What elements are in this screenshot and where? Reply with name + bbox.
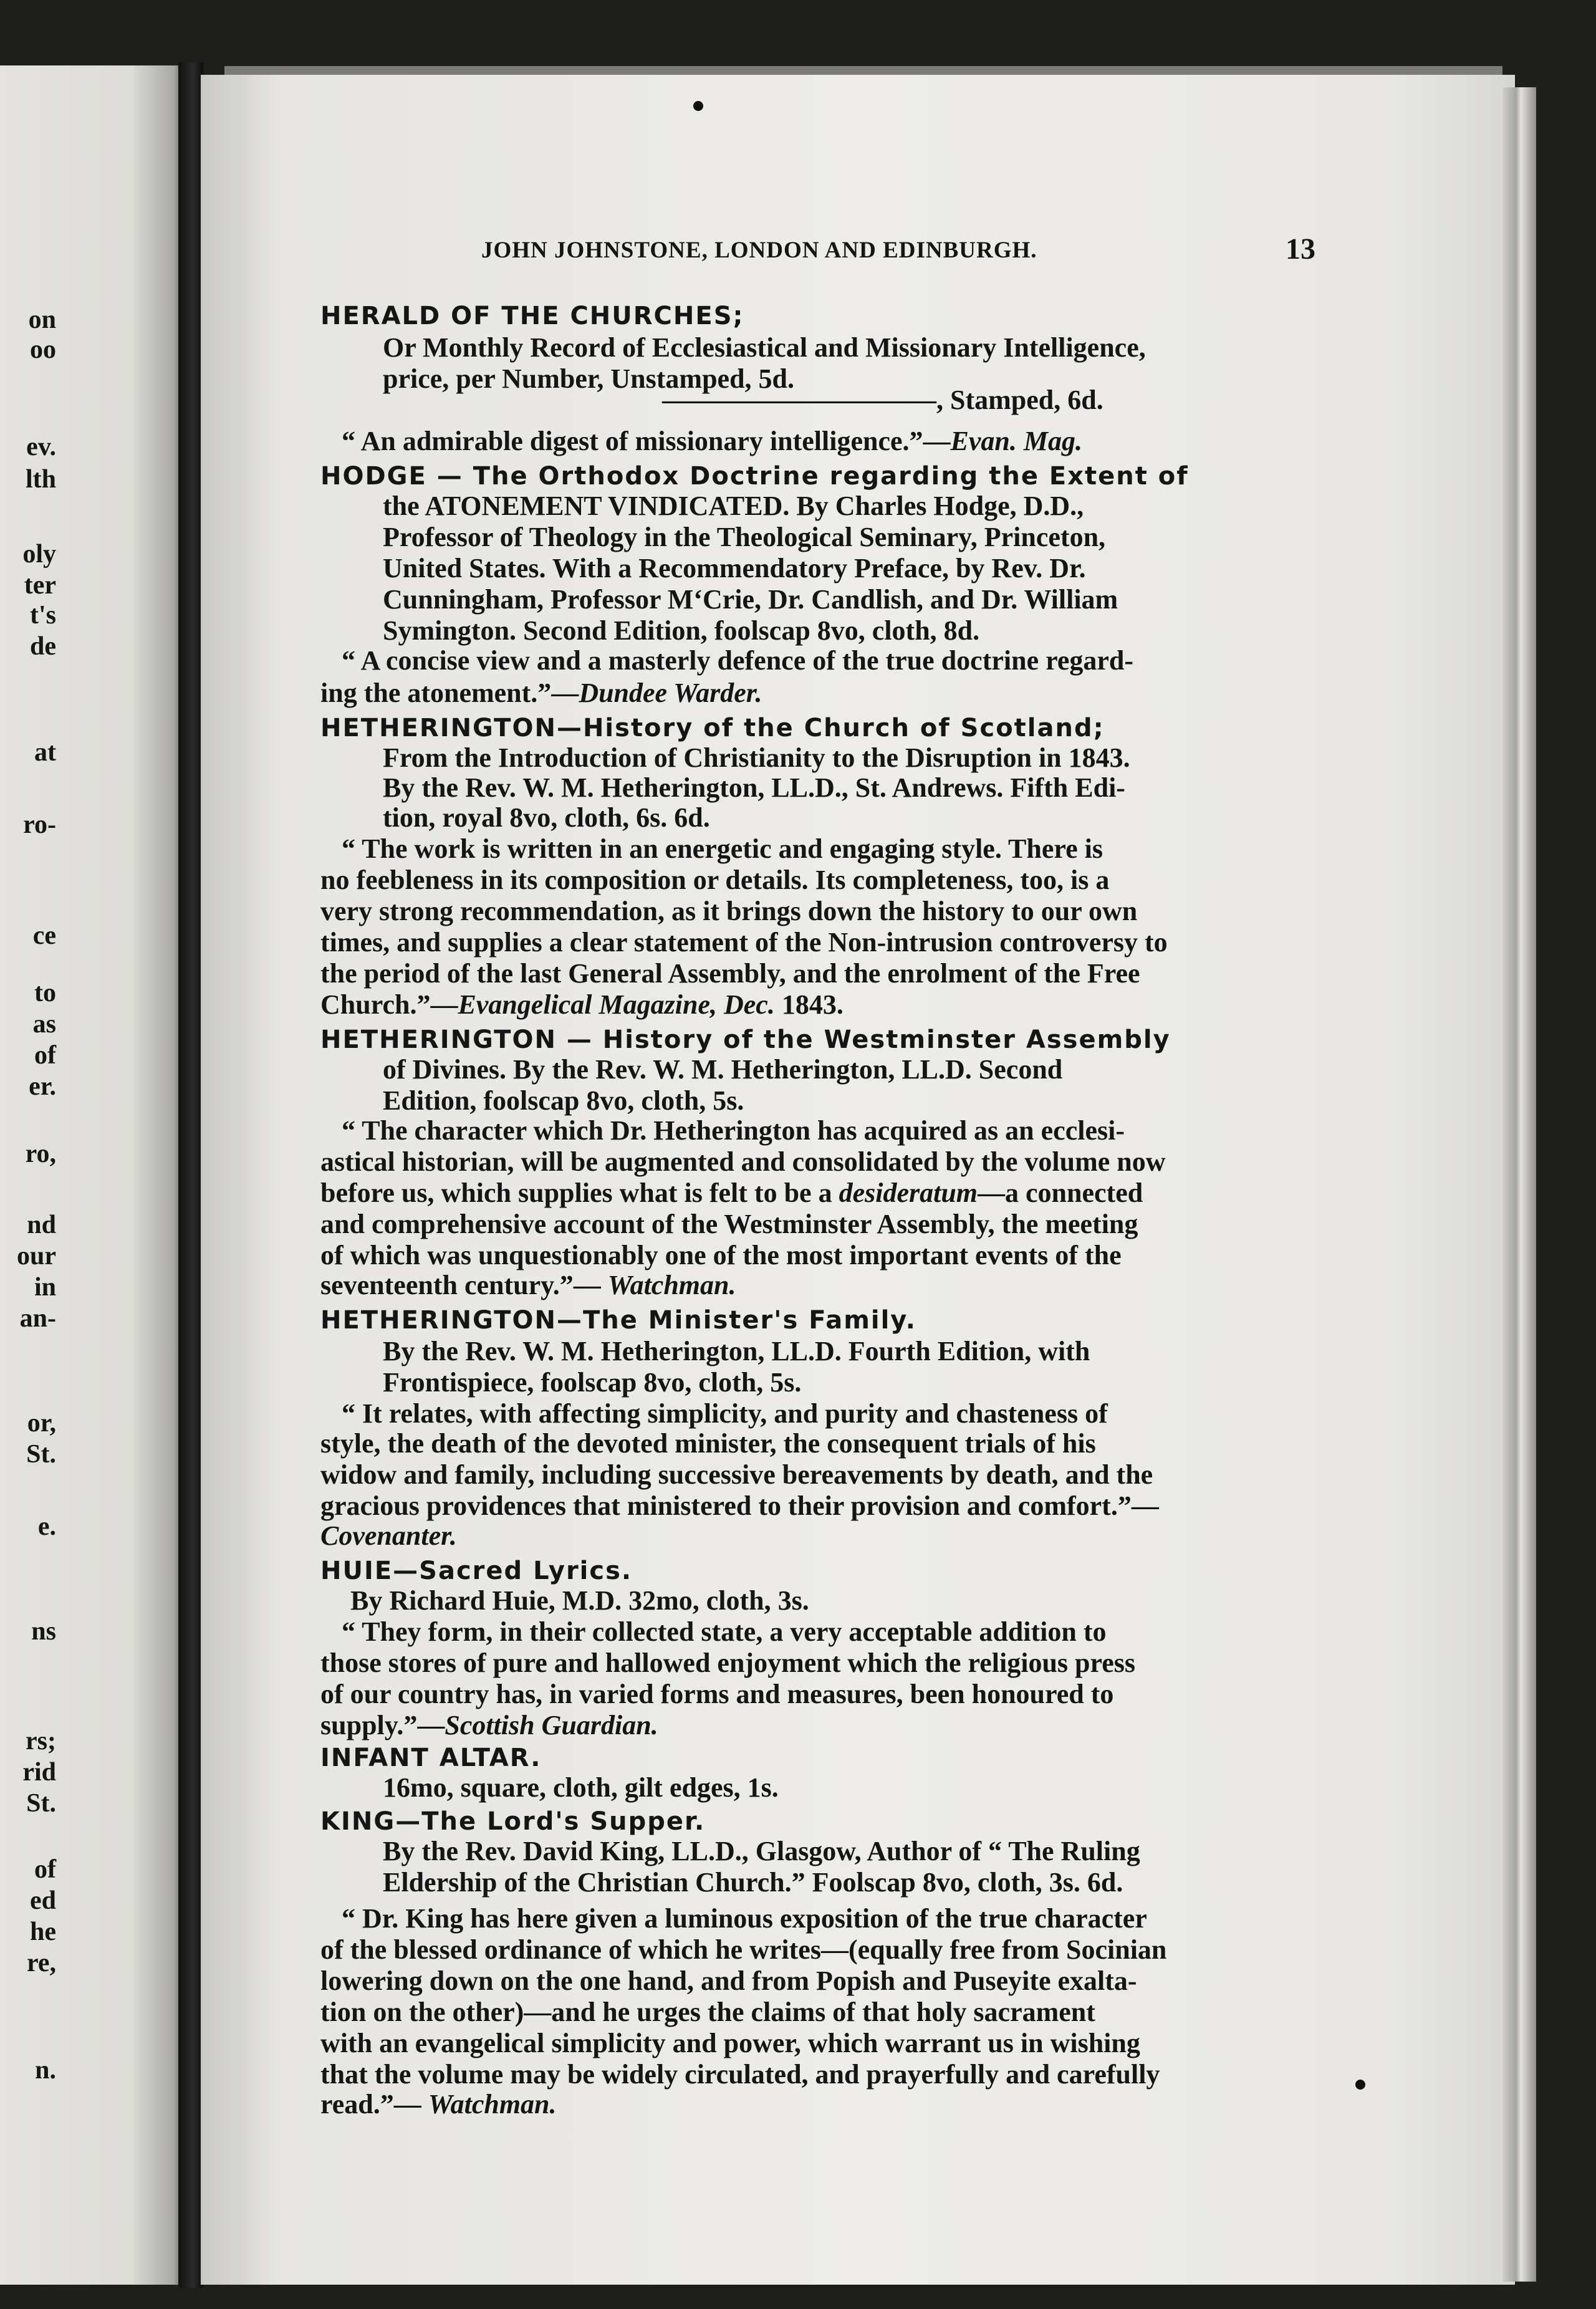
entry-heading <box>320 1809 1596 1834</box>
line-text: supply.”— <box>320 1710 445 1740</box>
left-page-fragment: ter <box>24 571 56 600</box>
text-line <box>320 1179 1596 1207</box>
text-line <box>383 1056 1596 1083</box>
text-line <box>320 2061 1596 2088</box>
line-text: gracious providences that ministered to their provision and comfort.”— <box>320 1491 1159 1521</box>
line-text: Edition, foolscap 8vo, cloth, 5s. <box>383 1085 744 1116</box>
text-line <box>320 1492 1596 1520</box>
text-line <box>342 835 1596 863</box>
line-text: Frontispiece, foolscap 8vo, cloth, 5s. <box>383 1367 802 1398</box>
line-text: HERALD OF THE CHURCHES; <box>320 302 744 330</box>
left-page-fragment: St. <box>26 1789 56 1818</box>
line-text: ——————————, Stamped, 6d. <box>662 385 1103 415</box>
line-text: By the Rev. David King, LL.D., Glasgow, Author of “ The Ruling <box>383 1836 1140 1866</box>
line-text: By the Rev. W. M. Hetherington, LL.D. Fourth Edition, with <box>383 1336 1090 1366</box>
line-text: HODGE — The Orthodox Doctrine regarding the Extent of <box>320 462 1189 491</box>
line-text: and comprehensive account of the Westminster Assembly, the meeting <box>320 1209 1138 1239</box>
line-text: price, per Number, Unstamped, 5d. <box>383 363 795 394</box>
text-line <box>320 866 1596 894</box>
text-line <box>320 1461 1596 1489</box>
line-text: tion, royal 8vo, cloth, 6s. 6d. <box>383 802 710 833</box>
line-text: seventeenth century.”— <box>320 1270 608 1300</box>
left-page-fragment: oly <box>22 540 56 569</box>
line-text: “ An admirable digest of missionary intelligence.”— <box>342 426 951 456</box>
line-text: HETHERINGTON — History of the Westminster Assembly <box>320 1025 1171 1054</box>
text-line <box>383 586 1596 613</box>
entry-heading <box>320 716 1596 741</box>
text-line <box>342 1905 1596 1932</box>
left-page-fragment: e. <box>37 1512 56 1541</box>
line-text: times, and supplies a clear statement of the Non-intrusion controversy to <box>320 927 1168 958</box>
left-page-fragment: er. <box>29 1072 56 1101</box>
left-page-fragment: ev. <box>26 433 56 461</box>
text-line <box>320 1430 1596 1457</box>
line-text: the period of the last General Assembly, and the enrolment of the Free <box>320 958 1140 989</box>
line-text: ing the atonement.”— <box>320 678 579 708</box>
text-line <box>383 804 1596 832</box>
left-page-fragment: t's <box>30 601 56 630</box>
left-page-fragment: n. <box>35 2056 56 2085</box>
line-text: KING—The Lord's Supper. <box>320 1807 706 1836</box>
text-line <box>342 1400 1596 1428</box>
text-line <box>320 1211 1596 1238</box>
italic-citation: Evan. Mag. <box>950 426 1083 456</box>
line-text: style, the death of the devoted minister, the consequent trials of his <box>320 1428 1096 1459</box>
line-text: INFANT ALTAR. <box>320 1744 542 1772</box>
text-line <box>320 679 1596 707</box>
line-text: before us, which supplies what is felt to be a <box>320 1178 839 1208</box>
line-text: of the blessed ordinance of which he writes—(equally free from Socinian <box>320 1934 1167 1965</box>
entry-heading <box>320 1308 1596 1333</box>
line-text: HETHERINGTON—History of the Church of Scotland; <box>320 714 1105 742</box>
line-text: United States. With a Recommendatory Preface, by Rev. Dr. <box>383 553 1086 583</box>
left-page-fragment: ro, <box>25 1140 56 1168</box>
text-line <box>342 1618 1596 1646</box>
left-page-fragment: de <box>30 632 56 661</box>
left-page-fragment: at <box>34 738 56 767</box>
line-text: “ It relates, with affecting simplicity, and purity and chasteness of <box>342 1398 1108 1429</box>
line-text: astical historian, will be augmented and consolidated by the volume now <box>320 1146 1166 1177</box>
text-line <box>383 1369 1596 1396</box>
line-text: “ A concise view and a masterly defence of the true doctrine regard- <box>342 645 1134 676</box>
line-text: By Richard Huie, M.D. 32mo, cloth, 3s. <box>350 1585 809 1616</box>
text-line <box>383 1774 1596 1802</box>
line-text: Cunningham, Professor M‘Crie, Dr. Candlish, and Dr. William <box>383 584 1118 615</box>
entry-heading <box>320 304 1596 329</box>
italic-citation: Dundee Warder. <box>579 678 762 708</box>
page-number: 13 <box>1286 233 1315 266</box>
line-text: lowering down on the one hand, and from Popish and Puseyite exalta- <box>320 1966 1137 1996</box>
line-text: HUIE—Sacred Lyrics. <box>320 1557 633 1585</box>
text-line <box>662 386 1596 414</box>
left-page-fragment: our <box>17 1242 56 1270</box>
left-page-fragment: St. <box>26 1440 56 1469</box>
text-line <box>383 774 1596 802</box>
text-line <box>320 1522 1596 1550</box>
left-page-fragment: nd <box>27 1211 56 1239</box>
line-text: the ATONEMENT VINDICATED. By Charles Hodge, D.D., <box>383 491 1084 521</box>
text-line <box>383 492 1596 520</box>
line-text: 16mo, square, cloth, gilt edges, 1s. <box>383 1772 779 1803</box>
left-page-fragment: of <box>34 1855 56 1884</box>
text-line <box>383 744 1596 772</box>
left-page-fragment: rs; <box>26 1727 56 1755</box>
text-line <box>350 1587 1596 1615</box>
italic-citation: desideratum <box>839 1178 978 1208</box>
line-text: HETHERINGTON—The Minister's Family. <box>320 1306 916 1335</box>
line-text: Symington. Second Edition, foolscap 8vo, cloth, 8d. <box>383 615 980 646</box>
line-text: of which was unquestionably one of the most important events of the <box>320 1240 1122 1270</box>
text-line <box>320 960 1596 987</box>
text-line <box>320 1242 1596 1269</box>
line-text-tail: —a connected <box>978 1178 1143 1208</box>
text-line <box>320 1681 1596 1708</box>
text-line <box>320 1148 1596 1176</box>
line-text: very strong recommendation, as it brings down the history to our own <box>320 896 1138 926</box>
left-page-fragment: oo <box>30 335 56 364</box>
line-text: widow and family, including successive bereavements by death, and the <box>320 1459 1153 1490</box>
text-line <box>383 617 1596 645</box>
text-line <box>383 524 1596 551</box>
entry-heading <box>320 464 1596 489</box>
left-page-fragment: rid <box>22 1758 56 1787</box>
left-page-fragment: in <box>34 1273 56 1302</box>
left-page-fragment: on <box>28 305 56 334</box>
line-text: tion on the other)—and he urges the claims of that holy sacrament <box>320 1997 1095 2027</box>
text-line <box>320 2091 1596 2118</box>
text-line <box>383 1838 1596 1865</box>
text-line <box>342 428 1596 455</box>
left-page-fragment: re, <box>26 1949 56 1977</box>
line-text: From the Introduction of Christianity to the Disruption in 1843. <box>383 742 1130 773</box>
text-line <box>320 1936 1596 1964</box>
ink-spot <box>1355 2080 1365 2090</box>
left-page-fragment: of <box>34 1041 56 1070</box>
text-line <box>320 1649 1596 1677</box>
text-line <box>342 1117 1596 1145</box>
left-page-fragment: as <box>32 1010 56 1039</box>
text-line <box>320 1712 1596 1739</box>
line-text: Or Monthly Record of Ecclesiastical and Missionary Intelligence, <box>383 332 1146 363</box>
line-text: with an evangelical simplicity and power, which warrant us in wishing <box>320 2028 1140 2058</box>
ink-spot <box>693 101 703 111</box>
left-page-fragment: an- <box>19 1304 56 1333</box>
text-line <box>320 1272 1596 1299</box>
line-text: “ The work is written in an energetic and engaging style. There is <box>342 833 1103 864</box>
text-line <box>320 1999 1596 2026</box>
text-line <box>383 555 1596 582</box>
line-text: of Divines. By the Rev. W. M. Hetherington, LL.D. Second <box>383 1054 1063 1085</box>
line-text: those stores of pure and hallowed enjoyment which the religious press <box>320 1648 1136 1678</box>
line-text: By the Rev. W. M. Hetherington, LL.D., St. Andrews. Fifth Edi- <box>383 772 1125 803</box>
left-page-fragment: he <box>30 1918 56 1946</box>
book-gutter <box>178 62 203 2288</box>
entry-heading <box>320 1027 1596 1052</box>
entry-heading <box>320 1558 1596 1583</box>
line-text: “ Dr. King has here given a luminous exposition of the true character <box>342 1903 1147 1934</box>
left-page-fragment: or, <box>27 1409 56 1438</box>
text-line <box>383 1338 1596 1365</box>
running-title: JOHN JOHNSTONE, LONDON AND EDINBURGH. <box>481 238 1037 263</box>
left-page-fragment: ns <box>31 1617 56 1646</box>
left-page-fragment: to <box>34 979 56 1007</box>
line-text: Eldership of the Christian Church.” Foolscap 8vo, cloth, 3s. 6d. <box>383 1867 1123 1898</box>
italic-citation: Scottish Guardian. <box>445 1710 658 1740</box>
line-text: no feebleness in its composition or details. Its completeness, too, is a <box>320 865 1110 895</box>
italic-citation: Watchman. <box>607 1270 736 1300</box>
line-text: “ The character which Dr. Hetherington has acquired as an ecclesi- <box>342 1115 1125 1146</box>
line-text: read.”— <box>320 2089 428 2119</box>
line-text: of our country has, in varied forms and measures, been honoured to <box>320 1679 1114 1709</box>
line-text: Professor of Theology in the Theological Seminary, Princeton, <box>383 522 1106 552</box>
text-line <box>383 1087 1596 1115</box>
text-line <box>320 929 1596 956</box>
text-line <box>320 1967 1596 1995</box>
text-line <box>383 334 1596 362</box>
text-line <box>320 898 1596 925</box>
line-text: that the volume may be widely circulated, and prayerfully and carefully <box>320 2059 1160 2090</box>
citation-year: 1843. <box>774 989 844 1020</box>
text-line <box>342 647 1596 674</box>
line-text: “ They form, in their collected state, a very acceptable addition to <box>342 1616 1107 1647</box>
entry-heading <box>320 1745 1596 1770</box>
left-page-fragment: ce <box>32 921 56 950</box>
text-line <box>383 1869 1596 1896</box>
text-line <box>320 2030 1596 2057</box>
left-page-fragment: ro- <box>23 810 56 839</box>
italic-citation: Covenanter. <box>320 1520 457 1551</box>
left-page-fragment: ed <box>30 1886 56 1915</box>
text-line <box>320 991 1596 1019</box>
italic-citation: Watchman. <box>428 2089 557 2119</box>
italic-citation: Evangelical Magazine, Dec. <box>458 989 775 1020</box>
left-page-fragment: lth <box>25 465 56 494</box>
line-text: Church.”— <box>320 989 458 1020</box>
